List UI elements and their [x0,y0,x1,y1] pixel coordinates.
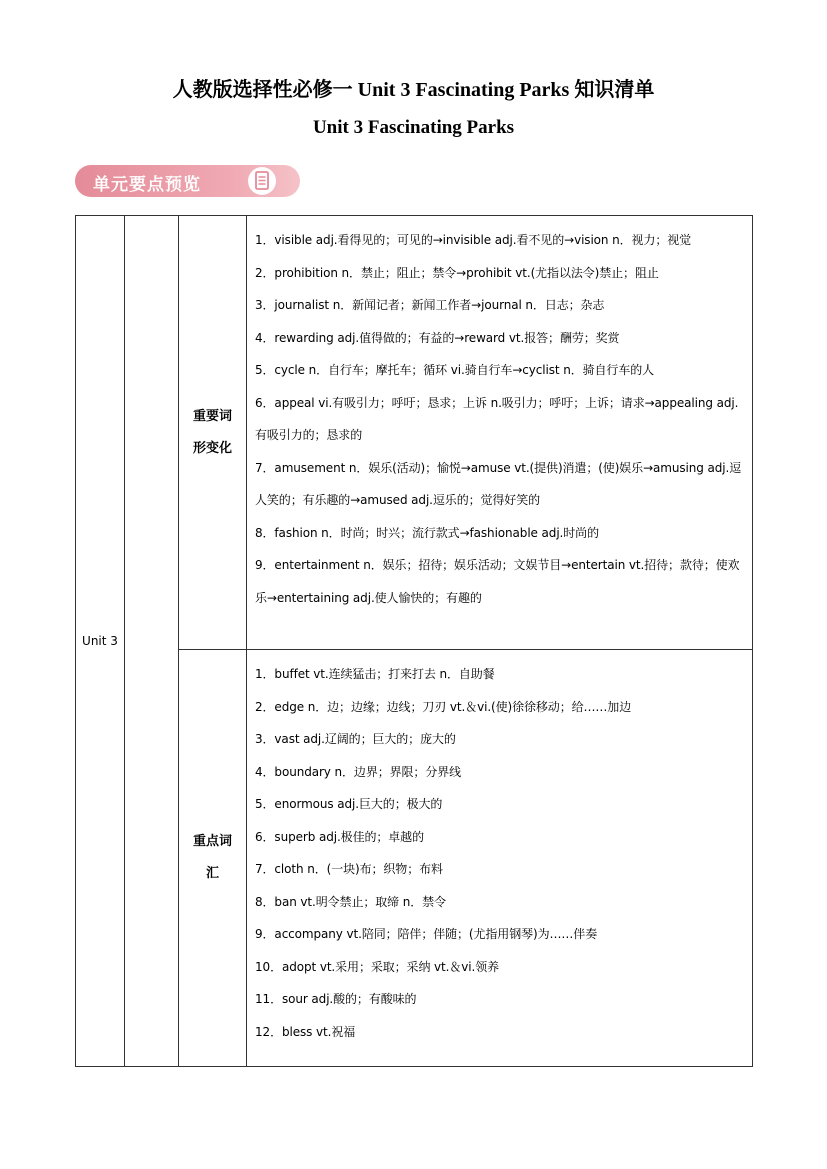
banner-label: 单元要点预览 [93,175,201,195]
list-item: 11．sour adj.酸的；有酸味的 [255,992,417,1006]
list-item: 9．entertainment n．娱乐；招待；娱乐活动；文娱节目→entertain vt.招待；款待；使欢乐→entertaining adj.使人愉快的；有趣的 [255,558,740,605]
document-title: 人教版选择性必修一 Unit 3 Fascinating Parks 知识清单 [172,79,655,101]
list-item: 1．visible adj.看得见的；可见的→invisible adj.看不见的→vision n．视力；视觉 [255,233,692,247]
list-item: 5．enormous adj.巨大的；极大的 [255,797,443,811]
list-item: 12．bless vt.祝福 [255,1024,356,1039]
list-item: 3．journalist n．新闻记者；新闻工作者→journal n．日志；杂志 [255,298,605,312]
list-item: 8．fashion n．时尚；时兴；流行款式→fashionable adj.时尚的 [255,525,599,540]
section-banner [75,165,300,197]
table-row [76,216,753,650]
empty-cell [125,216,179,1067]
list-item: 10．adopt vt.采用；采取；采纳 vt.＆vi.领养 [255,959,500,974]
category-cell: 重点词汇 [179,650,247,1067]
list-item: 2．edge n．边；边缘；边线；刀刃 vt.＆vi.(使)徐徐移动；给……加边 [255,699,632,714]
list-item: 1．buffet vt.连续猛击；打来打去 n．自助餐 [255,667,495,681]
list-item: 8．ban vt.明令禁止；取缔 n．禁令 [255,894,446,909]
document-icon [248,167,276,195]
list-item: 7．amusement n．娱乐(活动)；愉悦→amuse vt.(提供)消遣；(使)娱乐→amusing adj.逗人笑的；有乐趣的→amused adj.逗乐的；觉得好笑的 [255,460,742,507]
document-subtitle: Unit 3 Fascinating Parks [312,117,515,138]
content-cell [247,216,753,650]
list-item: 6．superb adj.极佳的；卓越的 [255,829,424,844]
list-item: 4．boundary n．边界；界限；分界线 [255,764,462,779]
list-item: 6．appeal vi.有吸引力；呼吁；恳求；上诉 n.吸引力；呼吁；上诉；请求→appealing adj.有吸引力的；恳求的 [255,395,739,442]
list-item: 5．cycle n．自行车；摩托车；循环 vi.骑自行车→cyclist n．骑自行车的人 [255,363,655,377]
category-cell: 重要词形变化 [179,216,247,650]
list-item: 2．prohibition n．禁止；阻止；禁令→prohibit vt.(尤指以法令)禁止；阻止 [255,265,659,280]
vocabulary-table [75,215,753,1067]
list-item: 4．rewarding adj.值得做的；有益的→reward vt.报答；酬劳；奖赏 [255,330,620,345]
list-item: 3．vast adj.辽阔的；巨大的；庞大的 [255,732,456,746]
list-item: 9．accompany vt.陪同；陪伴；伴随；(尤指用钢琴)为……伴奏 [255,927,598,941]
list-item: 7．cloth n．(一块)布；织物；布料 [255,862,443,876]
content-cell [247,650,753,1067]
unit-cell: Unit 3 [76,216,125,1067]
